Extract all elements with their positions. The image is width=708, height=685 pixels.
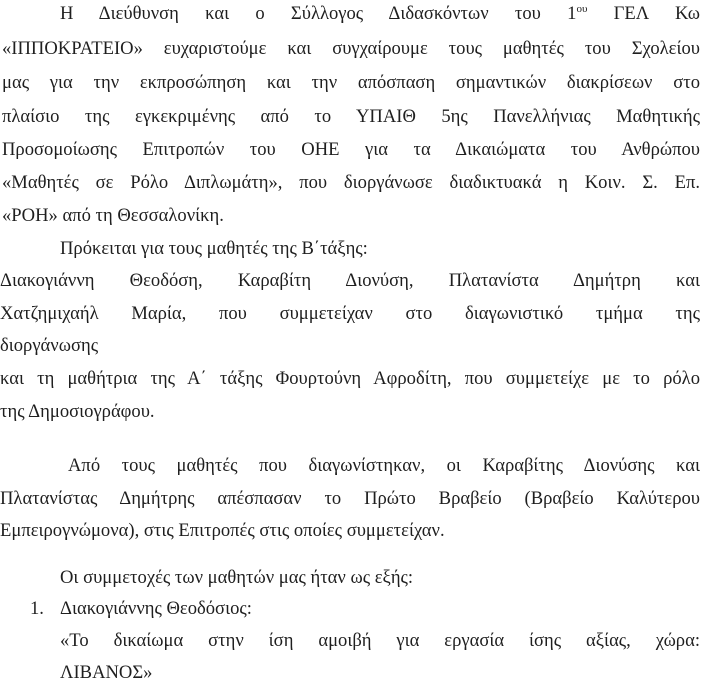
para1-line1 [60, 2, 700, 26]
para4-line1: Οι συμμετοχές των μαθητών μας ήταν ως εξής: [60, 567, 414, 588]
para3-line3: Εμπειρογνώμονα), στις Επιτροπές στις οποίες συμμετείχαν. [0, 520, 445, 541]
para2-line5: και τη μαθήτρια της Α΄ τάξης Φουρτούνη Αφροδίτη, που συμμετείχε με το ρόλο [0, 368, 700, 389]
para1-line5: Προσομοίωσης Επιτροπών του ΟΗΕ για τα Δικαιώματα του Ανθρώπου [2, 139, 700, 160]
para2-line1: Πρόκειται για τους μαθητές της Β΄τάξης: [60, 238, 368, 259]
para3-line1: Από τους μαθητές που διαγωνίστηκαν, οι Καραβίτης Διονύσης και [68, 455, 700, 476]
para1-line1-end: ΓΕΛ Κω [587, 3, 700, 24]
para1-line4: πλαίσιο της εγκεκριμένης από το ΥΠΑΙΘ 5ης Πανελλήνιας Μαθητικής [2, 106, 700, 127]
para2-line2: Διακογιάννη Θεοδόση, Καραβίτη Διονύση, Πλατανίστα Δημήτρη και [0, 270, 700, 291]
para1-line1-text: Η Διεύθυνση και ο Σύλλογος Διδασκόντων του 1 [60, 3, 577, 24]
list-item-name: Διακογιάννης Θεοδόσιος: [60, 598, 252, 619]
para3-line2: Πλατανίστας Δημήτρης απέσπασαν το Πρώτο Βραβείο (Βραβείο Καλύτερου [0, 488, 700, 509]
para1-line7: «ΡΟΗ» από τη Θεσσαλονίκη. [2, 205, 224, 226]
para1-line2: «ΙΠΠΟΚΡΑΤΕΙΟ» ευχαριστούμε και συγχαίρουμε τους μαθητές του Σχολείου [2, 38, 700, 59]
list-item-topic-line1: «Το δικαίωμα στην ίση αμοιβή για εργασία ίσης αξίας, χώρα: [60, 630, 700, 651]
para2-line6: της Δημοσιογράφου. [0, 401, 155, 422]
ordinal-suffix: ου [576, 3, 588, 15]
para2-line4: διοργάνωσης [0, 335, 99, 356]
list-item-number: 1. [30, 598, 44, 619]
para2-line3: Χατζημιχαήλ Μαρία, που συμμετείχαν στο διαγωνιστικό τμήμα της [0, 303, 700, 324]
para1-line3: μας για την εκπροσώπηση και την απόσπαση σημαντικών διακρίσεων στο [2, 72, 700, 93]
list-item-topic-line2: ΛΙΒΑΝΟΣ» [60, 662, 153, 683]
para1-line6: «Μαθητές σε Ρόλο Διπλωμάτη», που διοργάνωσε διαδικτυακά η Κοιν. Σ. Επ. [2, 172, 700, 193]
